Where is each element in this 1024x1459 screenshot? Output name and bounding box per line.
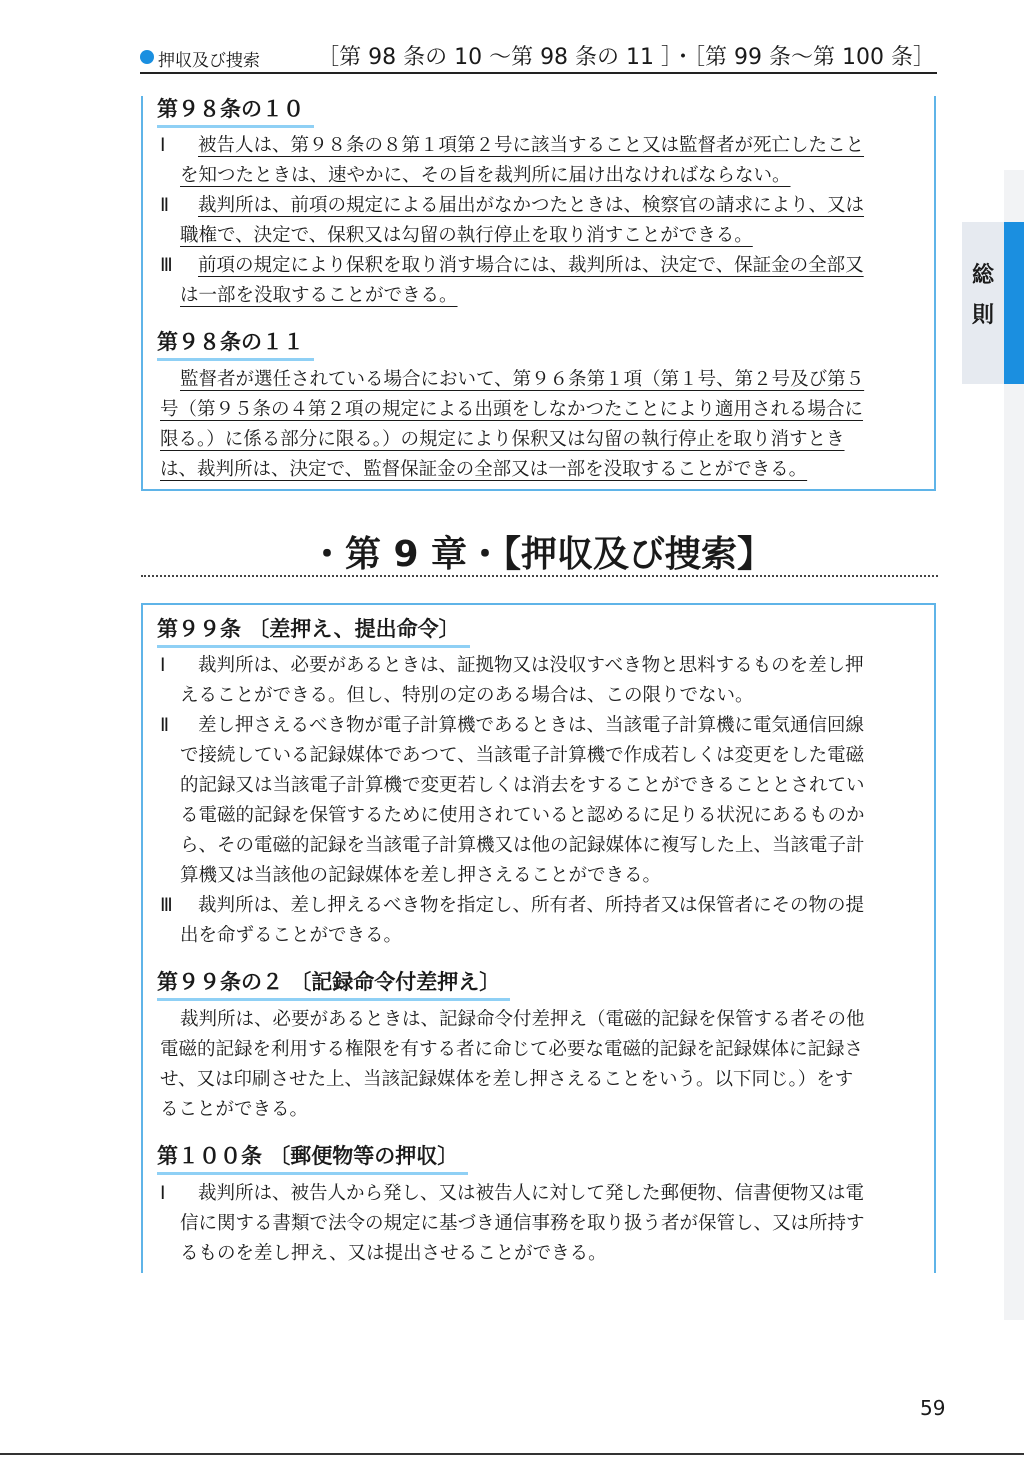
bottom-rule — [0, 1453, 1024, 1455]
article-line — [160, 651, 864, 681]
article-line — [160, 891, 864, 921]
article-title: 第１００条 〔郵便物等の押収〕 — [157, 1142, 468, 1175]
article-text: 裁判所は、前項の規定による届出がなかつたときは、検察官の請求により、又は — [198, 195, 865, 216]
paragraph-number: Ⅲ — [160, 255, 173, 276]
article-line: るものを差し押え、又は提出させることができる。 — [180, 1243, 607, 1264]
article-line: る電磁的記録を保管するために使用されていると認めるに足りる状況にあるものか — [180, 805, 865, 826]
paragraph-number: Ⅰ — [160, 655, 166, 676]
side-tab-char: 総 — [971, 263, 994, 288]
article-line: 監督者が選任されている場合において、第９６条第１項（第１号、第２号及び第５ — [180, 369, 865, 390]
article-text: 前項の規定により保釈を取り消す場合には、裁判所は、決定で、保証金の全部又 — [198, 255, 864, 276]
article-line: ることができる。 — [160, 1099, 309, 1120]
article-title: 第９９条の２ 〔記録命令付差押え〕 — [157, 968, 510, 1001]
article-line: 信に関する書類で法令の規定に基づき通信事務を取り扱う者が保管し、又は所持す — [180, 1213, 865, 1234]
article-line: えることができる。但し、特別の定のある場合は、この限りでない。 — [180, 685, 754, 706]
chapter-heading: ・第 9 章・【押収及び捜索】 — [308, 534, 774, 575]
article-line: ら、その電磁的記録を当該電子計算機又は他の記録媒体に複写した上、当該電子計 — [180, 835, 865, 856]
paragraph-number: Ⅰ — [160, 135, 166, 156]
paragraph-number: Ⅱ — [160, 195, 170, 216]
article-line — [160, 191, 864, 221]
article-line: せ、又は印刷させた上、当該記録媒体を差し押さえることをいう。以下同じ。）をす — [160, 1069, 854, 1090]
side-tab-label — [964, 256, 1002, 336]
bullet-dot-icon — [140, 50, 154, 64]
article-line — [160, 251, 864, 281]
article-line: で接続している記録媒体であつて、当該電子計算機で作成若しくは変更をした電磁 — [180, 745, 865, 766]
article-text: 被告人は、第９８条の８第１項第２号に該当すること又は監督者が死亡したこと — [198, 135, 865, 156]
paragraph-number: Ⅱ — [160, 715, 170, 736]
article-text: 裁判所は、差し押えるべき物を指定し、所有者、所持者又は保管者にその物の提 — [198, 895, 865, 916]
article-line: 号（第９５条の４第２項の規定による出頭をしなかつたことにより適用される場合に — [160, 399, 864, 420]
paragraph-number: Ⅰ — [160, 1183, 166, 1204]
article-line — [160, 711, 864, 741]
article-line: を知つたときは、速やかに、その旨を裁判所に届け出なければならない。 — [180, 165, 791, 186]
article-line: 算機又は当該他の記録媒体を差し押さえることができる。 — [180, 865, 662, 886]
article-line: 的記録又は当該電子計算機で変更若しくは消去をすることができることとされてい — [180, 775, 865, 796]
article-line: は、裁判所は、決定で、監督保証金の全部又は一部を没取することができる。 — [160, 459, 808, 480]
article-text: 裁判所は、被告人から発し、又は被告人に対して発した郵便物、信書便物又は電 — [198, 1183, 865, 1204]
article-title: 第９８条の１０ — [157, 95, 314, 128]
article-title: 第９８条の１１ — [157, 328, 314, 361]
page-number: 59 — [920, 1396, 946, 1420]
article-range: ［第 98 条の 10 ～第 98 条の 11 ］・［第 99 条～第 100 条］ — [317, 45, 935, 70]
side-tab-char: 則 — [971, 303, 994, 328]
article-line: 出を命ずることができる。 — [180, 925, 403, 946]
article-line: 限る。）に係る部分に限る。）の規定により保釈又は勾留の執行停止を取り消すとき — [160, 429, 845, 450]
article-line — [160, 1179, 864, 1209]
article-text: 裁判所は、必要があるときは、証拠物又は没収すべき物と思料するものを差し押 — [198, 655, 864, 676]
section-label: 押収及び捜索 — [158, 51, 260, 71]
article-line: 電磁的記録を利用する権限を有する者に命じて必要な電磁的記録を記録媒体に記録さ — [160, 1039, 864, 1060]
paragraph-number: Ⅲ — [160, 895, 173, 916]
running-header — [140, 40, 937, 74]
article-line: 職権で、決定で、保釈又は勾留の執行停止を取り消すことができる。 — [180, 225, 753, 246]
chapter-dotted-rule — [141, 575, 938, 577]
article-line: は一部を没取することができる。 — [180, 285, 458, 306]
side-index-tab — [962, 222, 1024, 384]
article-text: 差し押さえるべき物が電子計算機であるときは、当該電子計算機に電気通信回線 — [198, 715, 865, 736]
article-line — [160, 131, 864, 161]
article-title: 第９９条 〔差押え、提出命令〕 — [157, 615, 470, 648]
side-tab-accent — [1004, 222, 1024, 384]
article-line: 裁判所は、必要があるときは、記録命令付差押え（電磁的記録を保管する者その他 — [180, 1009, 865, 1030]
